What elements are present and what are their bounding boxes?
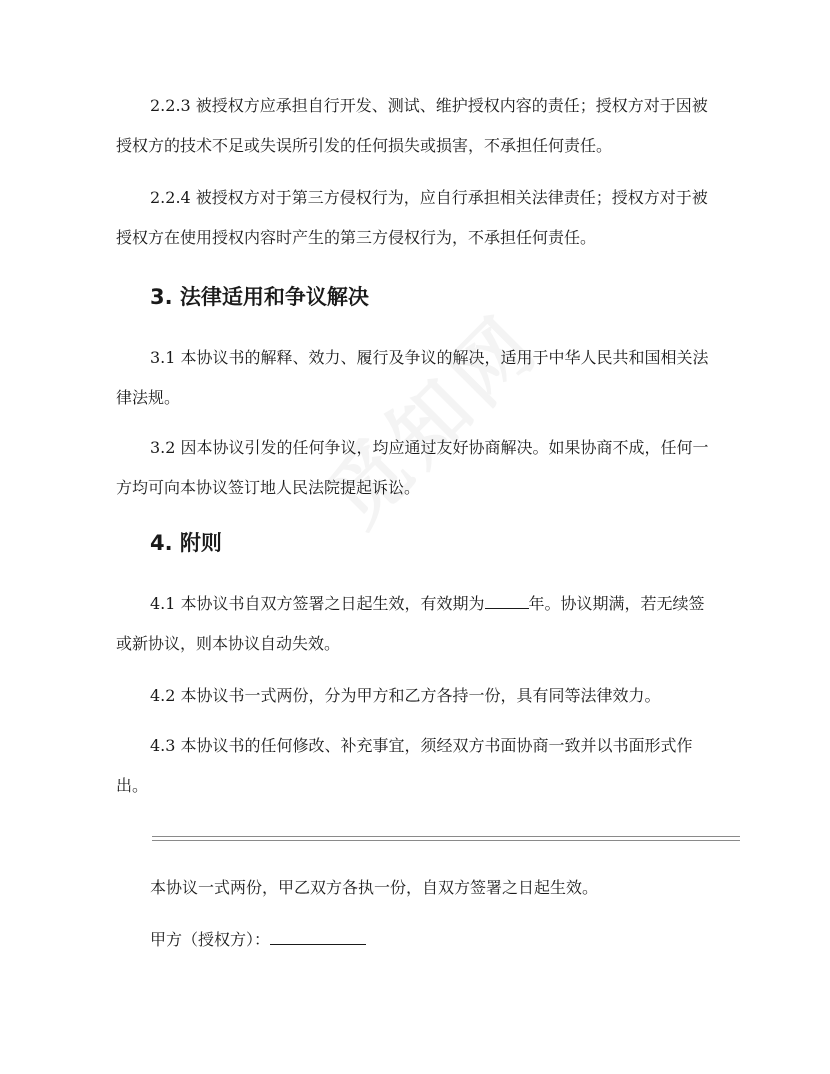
clause-4-1-text-after: 年。协议期满，若无续签或新协议，则本协议自动失效。: [116, 594, 705, 653]
agreement-statement: 本协议一式两份，甲乙双方各执一份，自双方签署之日起生效。: [150, 878, 599, 897]
clause-2-2-4-text: 2.2.4 被授权方对于第三方侵权行为，应自行承担相关法律责任；授权方对于被授权方在使用授权内容时产生的第三方侵权行为，不承担任何责任。: [116, 188, 708, 247]
section-3-heading: 3. 法律适用和争议解决: [150, 285, 369, 309]
party-a-label: 甲方（授权方）：: [150, 930, 271, 949]
section-divider: [152, 836, 740, 841]
clause-3-1: [116, 338, 716, 418]
clause-4-2-text: 4.2 本协议书一式两份，分为甲方和乙方各持一份，具有同等法律效力。: [150, 686, 661, 705]
clause-4-2: [116, 676, 716, 716]
clause-4-3: [116, 726, 716, 806]
clause-3-2-text: 3.2 因本协议引发的任何争议，均应通过友好协商解决。如果协商不成，任何一方均可向本协议签订地人民法院提起诉讼。: [116, 438, 709, 497]
term-years-blank[interactable]: [485, 594, 529, 609]
party-a-signature-line: [150, 928, 366, 952]
clause-2-2-3-text: 2.2.3 被授权方应承担自行开发、测试、维护授权内容的责任；授权方对于因被授权方的技术不足或失误所引发的任何损失或损害，不承担任何责任。: [116, 96, 708, 155]
clause-2-2-4: [116, 178, 716, 258]
clause-3-2: [116, 428, 716, 508]
party-a-signature-blank[interactable]: [270, 930, 366, 945]
section-4-heading: 4. 附则: [150, 531, 222, 555]
clause-4-1: [116, 584, 716, 664]
clause-3-1-text: 3.1 本协议书的解释、效力、履行及争议的解决，适用于中华人民共和国相关法律法规。: [116, 348, 709, 407]
clause-2-2-3: [116, 86, 716, 166]
clause-4-1-text-before: 4.1 本协议书自双方签署之日起生效，有效期为: [150, 594, 485, 613]
clause-4-3-text: 4.3 本协议书的任何修改、补充事宜，须经双方书面协商一致并以书面形式作出。: [116, 736, 693, 795]
